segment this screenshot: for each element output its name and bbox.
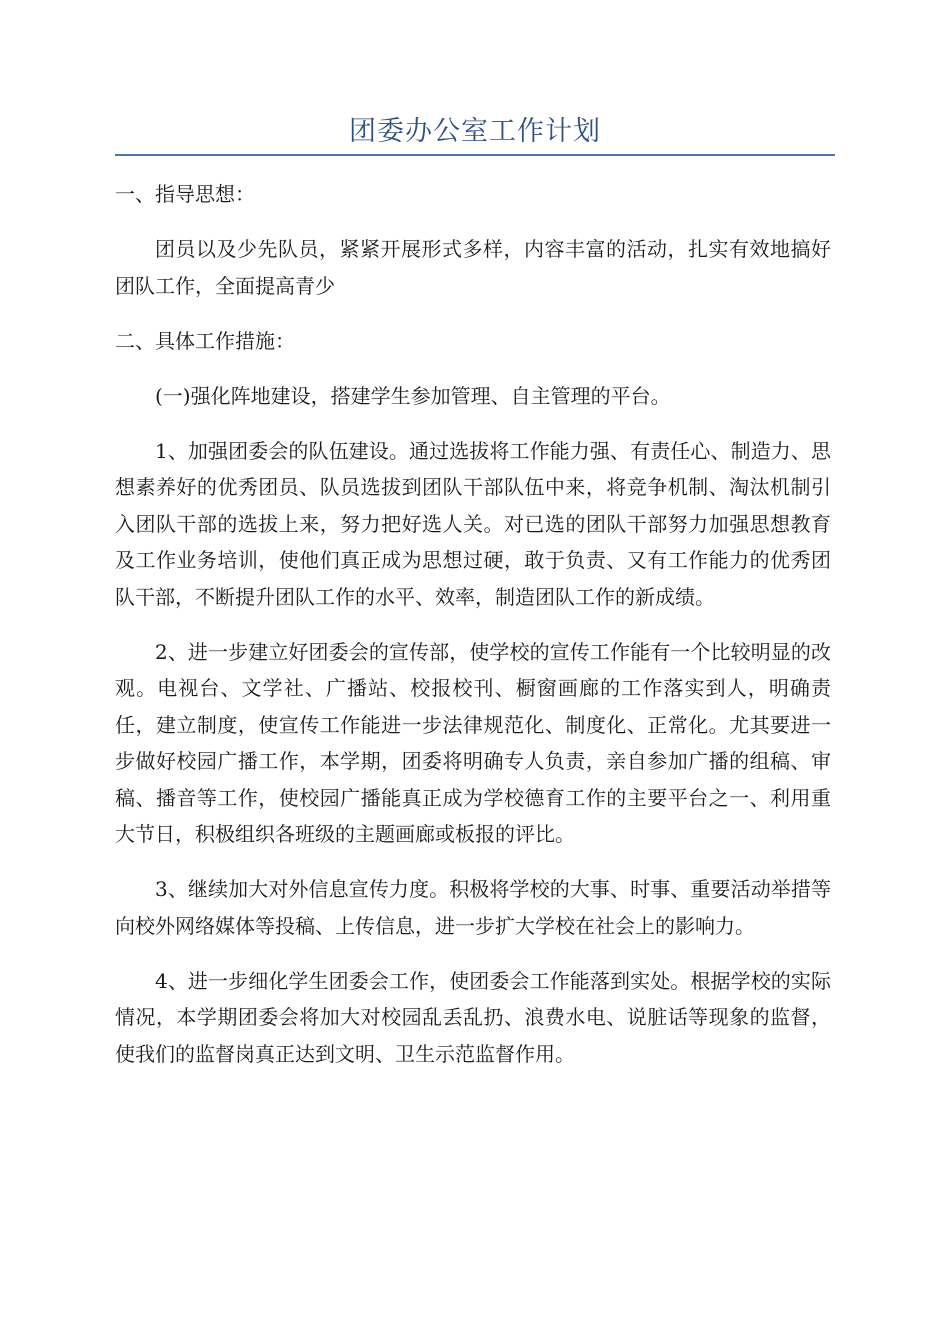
subheading-position-building: (一)强化阵地建设，搭建学生参加管理、自主管理的平台。 xyxy=(155,383,671,408)
title-underline xyxy=(115,154,835,156)
section-heading-guiding-thought: 一、指导思想： xyxy=(115,182,255,206)
paragraph-item-4: 4、进一步细化学生团委会工作，使团委会工作能落到实处。根据学校的实际情况，本学期团委会将加大对校园乱丢乱扔、浪费水电、说脏话等现象的监督，使我们的监督岗真正达到文明、卫生示范监督作用。 xyxy=(115,968,831,1066)
paragraph-item-2: 2、进一步建立好团委会的宣传部，使学校的宣传工作能有一个比较明显的改观。电视台、文学社、广播站、校报校刊、橱窗画廊的工作落实到人，明确责任，建立制度，使宣传工作能进一步法律规范化、制度化、正常化。尤其要进一步做好校园广播工作，本学期，团委将明确专人负责，亲自参加广播的组稿、审稿、播音等工作，使校园广播能真正成为学校德育工作的主要平台之一、利用重大节日，积极组织各班级的主题画廊或板报的评比。 xyxy=(115,639,831,846)
document-body xyxy=(115,176,831,1091)
paragraph-item-3: 3、继续加大对外信息宣传力度。积极将学校的大事、时事、重要活动举措等向校外网络媒体等投稿、上传信息，进一步扩大学校在社会上的影响力。 xyxy=(115,877,831,938)
section-heading-measures: 二、具体工作措施： xyxy=(115,328,295,353)
paragraph-item-1: 1、加强团委会的队伍建设。通过选拔将工作能力强、有责任心、制造力、思想素养好的优秀团员、队员选拔到团队干部队伍中来，将竞争机制、淘汰机制引入团队干部的选拔上来，努力把好选人关。对已选的团队干部努力加强思想教育及工作业务培训，使他们真正成为思想过硬，敢于负责、又有工作能力的优秀团队干部，不断提升团队工作的水平、效率，制造团队工作的新成绩。 xyxy=(115,438,831,609)
document-title: 团委办公室工作计划 xyxy=(349,116,601,147)
paragraph-guiding-thought: 团员以及少先队员，紧紧开展形式多样，内容丰富的活动，扎实有效地搞好团队工作，全面提高青少 xyxy=(115,237,831,298)
